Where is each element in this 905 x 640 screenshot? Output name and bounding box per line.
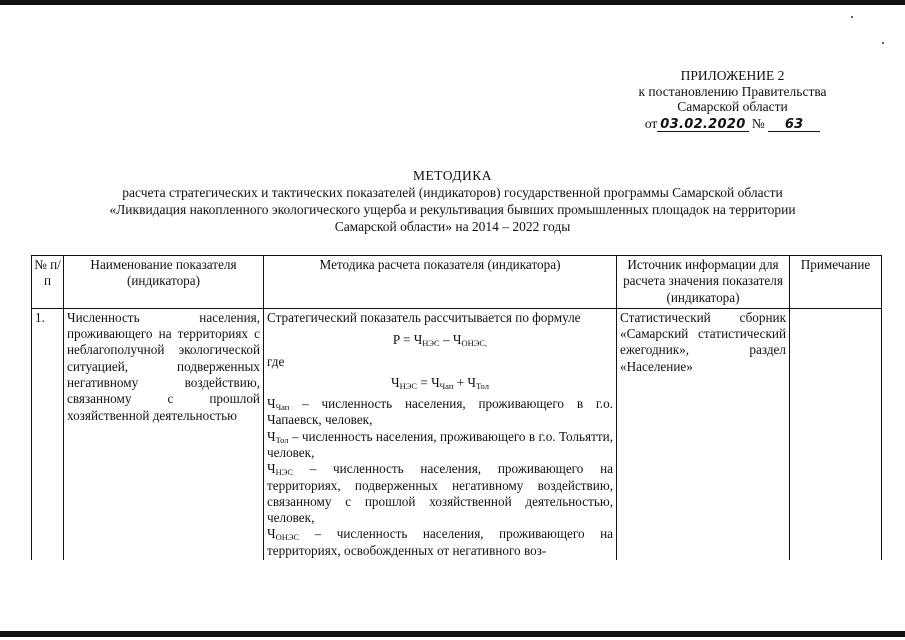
appendix-title: ПРИЛОЖЕНИЕ 2 [680, 68, 785, 83]
note-cell [790, 308, 882, 560]
definition-subscript: НЭС [275, 467, 293, 478]
indicator-name: Численность населения, проживающего на территориях с неблагополучной экологической ситуацией, подверженных негативному воздействию, связанному с прошлой хозяйственной деятельностью [64, 308, 264, 560]
scan-top-edge [0, 0, 905, 5]
variable-definitions [267, 396, 613, 559]
handwritten-date: 03.02.2020 [657, 118, 748, 132]
formula-part: – Ч [439, 332, 462, 348]
definition-subscript: ОНЭС [275, 532, 300, 543]
document-title: МЕТОДИКА [412, 168, 493, 183]
row-number: 1. [32, 308, 64, 560]
definition-chap [267, 396, 613, 429]
definition-symbol: Ч [267, 526, 276, 542]
method-intro: Стратегический показатель рассчитывается по формуле [267, 309, 581, 325]
scan-speck [882, 42, 884, 44]
header-calculation-method: Методика расчета показателя (индикатора) [264, 256, 617, 309]
formula-part: Ч [391, 374, 400, 390]
sub-formula [267, 375, 613, 391]
document-subtitle-line-1: расчета стратегических и тактических показателей (индикаторов) государственной программы Самарской области [122, 185, 783, 200]
definition-subscript: Чап [275, 402, 290, 413]
formula-subscript: НЭС [399, 380, 418, 391]
document-subtitle-line-2: «Ликвидация накопленного экологического ущерба и рекультивация бывших промышленных площадок на территории [109, 202, 796, 217]
header-note: Примечание [790, 256, 882, 309]
calculation-method [264, 308, 617, 560]
definition-symbol: Ч [267, 461, 276, 477]
formula-subscript: Тол [476, 380, 489, 391]
appendix-line-2: Самарской области [677, 99, 788, 114]
scan-speck [851, 16, 853, 18]
information-source: Статистический сборник «Самарский статистический ежегодник», раздел «Население» [617, 308, 790, 560]
formula-part: P = Ч [392, 332, 423, 348]
header-indicator-name: Наименование показателя (индикатора) [64, 256, 264, 309]
table-row [32, 308, 882, 560]
document-subtitle-line-3: Самарской области» на 2014 – 2022 годы [334, 219, 571, 234]
number-label: № [751, 115, 765, 131]
header-information-source: Источник информации для расчета значения показателя (индикатора) [617, 256, 790, 309]
methodology-table [31, 255, 882, 560]
formula-subscript: НЭС [422, 338, 440, 349]
definition-text: – численность населения, проживающего на территориях, освобожденных от негативного воз- [267, 526, 613, 558]
definition-tol [267, 429, 613, 462]
definition-text: – численность населения, проживающего в г.о. Чапаевск, человек, [267, 396, 613, 428]
appendix-block [600, 68, 865, 132]
table-header-row [32, 256, 882, 309]
definition-text: – численность населения, проживающего в г.о. Тольятти, человек, [267, 428, 613, 460]
header-number: № п/п [32, 256, 64, 309]
definition-ones [267, 526, 613, 559]
formula-subscript: Чап [439, 380, 454, 391]
formula-part: = Ч [417, 374, 440, 390]
scan-bottom-edge [0, 631, 905, 637]
definition-symbol: Ч [267, 428, 276, 444]
from-label: от [644, 115, 658, 131]
decree-signature-line [645, 116, 820, 132]
formula-subscript: ОНЭС, [461, 338, 488, 349]
where-label: где [267, 354, 285, 370]
definition-subscript: Тол [275, 434, 289, 445]
formula-part: + Ч [453, 374, 476, 390]
definition-text: – численность населения, проживающего на территориях, подверженных негативному воздействию, связанному с прошлой хозяйственной деятельностью, человек, [267, 461, 613, 526]
document-heading [0, 167, 905, 235]
main-formula [267, 332, 613, 348]
definition-nes [267, 461, 613, 526]
handwritten-number: 63 [768, 118, 820, 132]
definition-symbol: Ч [267, 396, 276, 412]
appendix-line-1: к постановлению Правительства [638, 83, 827, 99]
